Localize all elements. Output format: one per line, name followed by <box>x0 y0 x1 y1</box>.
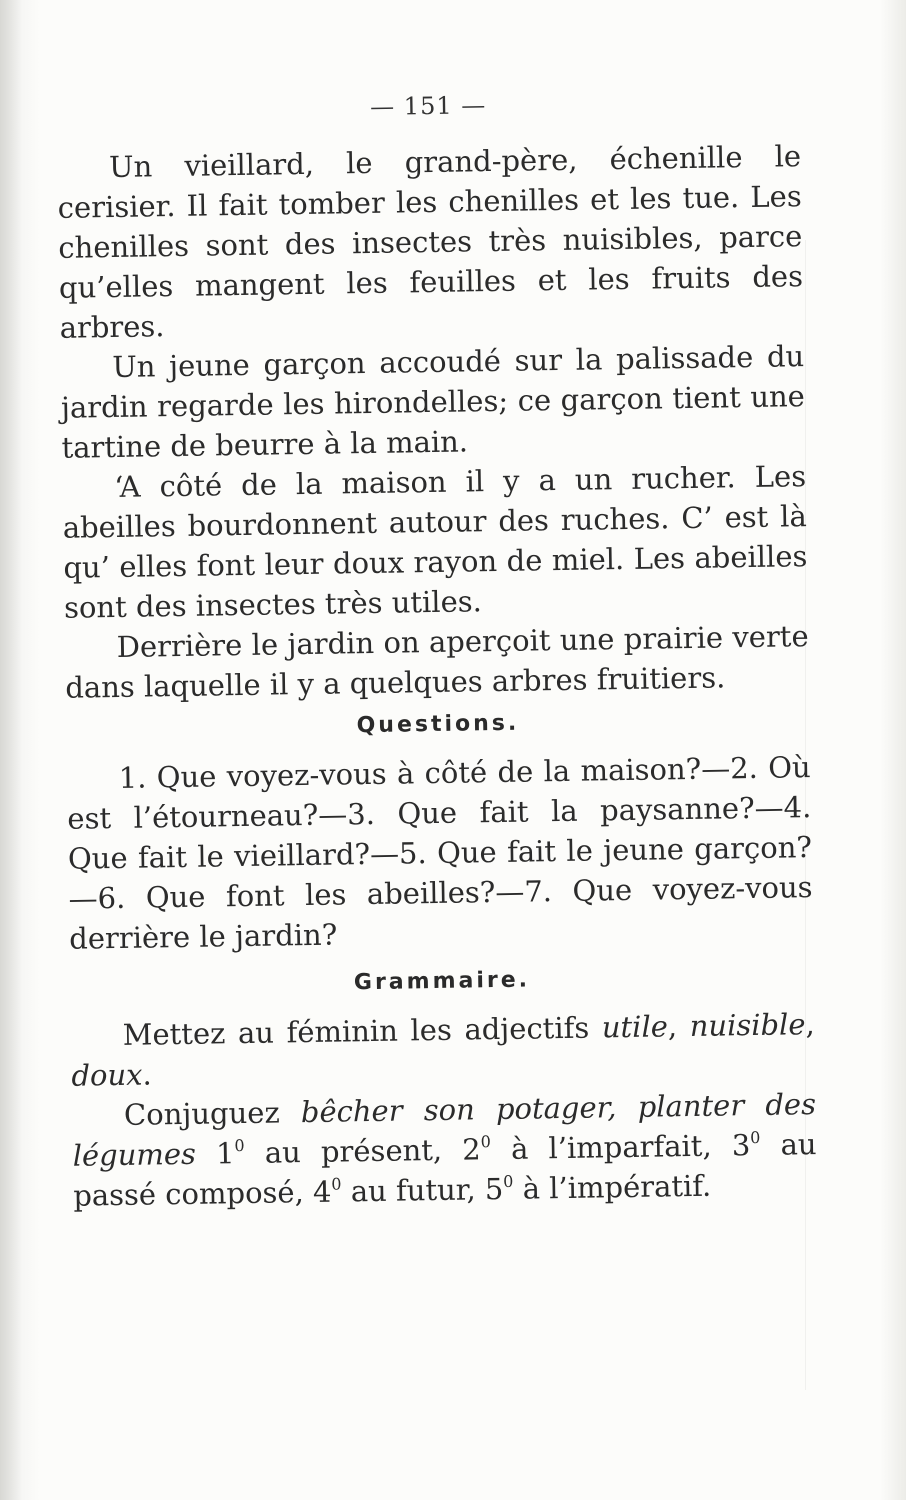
ordinal-4: 4 <box>312 1174 332 1209</box>
ordinal-2: 2 <box>462 1132 481 1167</box>
ordinal-3: 3 <box>731 1128 751 1163</box>
paragraph-boy: Un jeune garçon accoudé sur la palissade du jardin regarde les hirondelles; ce garçon tient une tartine de beurre à la main. <box>60 339 806 465</box>
degree-mark: 0 <box>480 1132 491 1152</box>
tense-imperatif: à l’impératif. <box>513 1168 712 1206</box>
period: . <box>142 1057 152 1092</box>
separator: , <box>805 1007 815 1042</box>
paragraph-grandfather: Un vieillard, le grand-père, échenille le cerisier. Il fait tomber les chenilles et les tue. Les chenilles sont des insectes très nuisibles, parce qu’elles mangent les feuilles et les fruits des arbres. <box>57 139 804 345</box>
page-number: — 151 — <box>369 91 487 121</box>
grammaire-heading: Grammaire. <box>353 967 531 996</box>
questions-heading: Questions. <box>356 710 520 739</box>
exercise-feminine <box>70 1004 815 1096</box>
tense-present: au présent, <box>244 1132 463 1171</box>
degree-mark: 0 <box>503 1171 514 1191</box>
degree-mark: 0 <box>749 1127 761 1148</box>
tense-futur: au futur, <box>341 1172 486 1209</box>
gutter-shadow <box>0 0 22 1500</box>
verbs-to-conjugate: bêcher son potager, planter des légumes <box>72 1087 817 1173</box>
page-content <box>56 86 817 1216</box>
tense-imparfait: à l’imparfait, <box>490 1128 733 1167</box>
tense-passe-compose: au passé composé, <box>73 1127 817 1213</box>
paragraph-meadow: Derrière le jardin on aperçoit une prairie verte dans laquelle il y a quelques arbres fruitiers. <box>65 619 809 705</box>
ordinal-1: 1 <box>195 1136 235 1171</box>
questions-text: 1. Que voyez-vous à côté de la maison?—2. Où est l’étourneau?—3. Que fait la paysanne?—4. Que fait le vieillard?—5. Que fait le jeune garçon?—6. Que font les abeilles?—7. Que voyez-vous derrière le jardin? <box>67 750 813 956</box>
exercise-conjugate-lead: Conjuguez <box>123 1095 302 1132</box>
degree-mark: 0 <box>234 1136 245 1156</box>
ordinal-5: 5 <box>484 1171 504 1207</box>
separator: , <box>667 1009 690 1044</box>
adjective-doux: doux <box>71 1057 143 1093</box>
degree-mark: 0 <box>331 1174 342 1194</box>
exercise-feminine-lead: Mettez au féminin les adjectifs <box>122 1010 603 1052</box>
adjective-utile: utile <box>601 1009 669 1045</box>
exercise-conjugate <box>72 1084 818 1216</box>
paragraph-bees: ‘A côté de la maison il y a un rucher. Les abeilles bourdonnent autour des ruches. C’ est là qu’ elles font leur doux rayon de miel. Les abeilles sont des insectes très utiles. <box>62 459 808 625</box>
adjective-nuisible: nuisible <box>689 1007 806 1044</box>
